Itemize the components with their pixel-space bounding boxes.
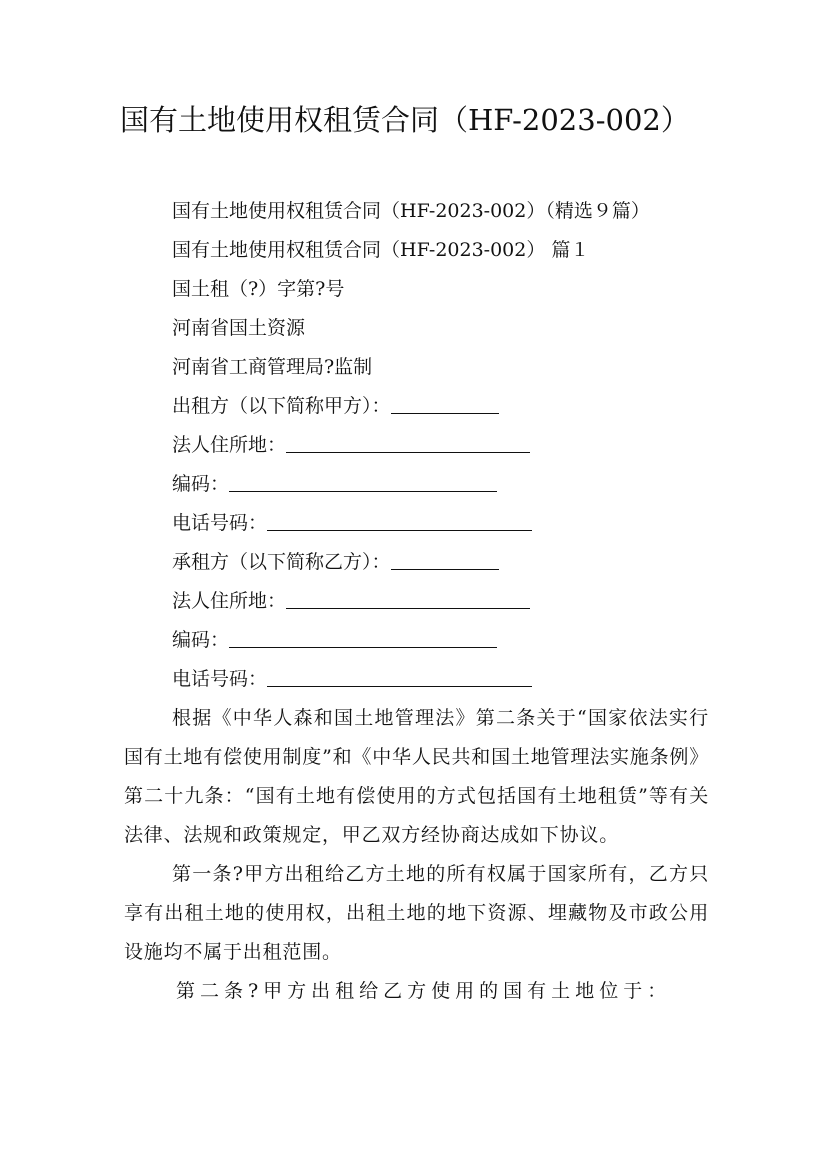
party-b-address-field: [124, 582, 709, 621]
legal-basis-paragraph: 根据《中华人森和国土地管理法》第二条关于“国家依法实行国有土地有偿使用制度”和《中华人民共和国土地管理法实施条例》第二十九条：“国有土地有偿使用的方式包括国有土地租赁”等有关法律、法规和政策规定，甲乙双方经协商达成如下协议。: [124, 707, 709, 846]
subtitle-line: 国有土地使用权租赁合同（HF-2023-002）（精选９篇）: [172, 200, 650, 222]
party-b-address-label: 法人住所地：: [172, 590, 287, 612]
article-2-paragraph: 第二条?甲方出租给乙方使用的国有土地位于：: [176, 980, 672, 1002]
party-b-phone-field: [124, 660, 709, 699]
party-a-code-field: [124, 465, 709, 504]
party-b-name-blank: [391, 549, 499, 570]
party-b-code-field: [124, 621, 709, 660]
issuer-line: 河南省国土资源: [172, 317, 306, 339]
article-1-paragraph: 第一条?甲方出租给乙方土地的所有权属于国家所有，乙方只享有出租土地的使用权，出租土地的地下资源、埋藏物及市政公用设施均不属于出租范围。: [124, 863, 709, 963]
party-a-address-field: [124, 426, 709, 465]
party-a-name-blank: [391, 393, 499, 414]
party-b-phone-blank: [267, 666, 532, 687]
party-a-phone-field: [124, 504, 709, 543]
section-heading: 国有土地使用权租赁合同（HF-2023-002） 篇１: [172, 239, 590, 261]
party-a-name-label: 出租方（以下简称甲方）：: [172, 395, 391, 417]
party-a-name-field: [124, 387, 709, 426]
party-a-phone-label: 电话号码：: [172, 512, 268, 534]
party-b-phone-label: 电话号码：: [172, 668, 268, 690]
party-b-code-label: 编码：: [172, 629, 230, 651]
document-title: 国有土地使用权租赁合同（HF-2023-002）: [120, 103, 690, 137]
party-b-name-field: [124, 543, 709, 582]
party-a-code-blank: [229, 471, 497, 492]
party-a-phone-blank: [267, 510, 532, 531]
party-b-name-label: 承租方（以下简称乙方）：: [172, 551, 391, 573]
party-b-address-blank: [286, 588, 530, 609]
party-b-code-blank: [229, 627, 497, 648]
contract-number-line: 国土租（?）字第?号: [172, 278, 345, 300]
party-a-address-blank: [286, 432, 530, 453]
supervisor-line: 河南省工商管理局?监制: [172, 356, 373, 378]
party-a-code-label: 编码：: [172, 473, 230, 495]
document-body: [124, 192, 709, 1011]
party-a-address-label: 法人住所地：: [172, 434, 287, 456]
